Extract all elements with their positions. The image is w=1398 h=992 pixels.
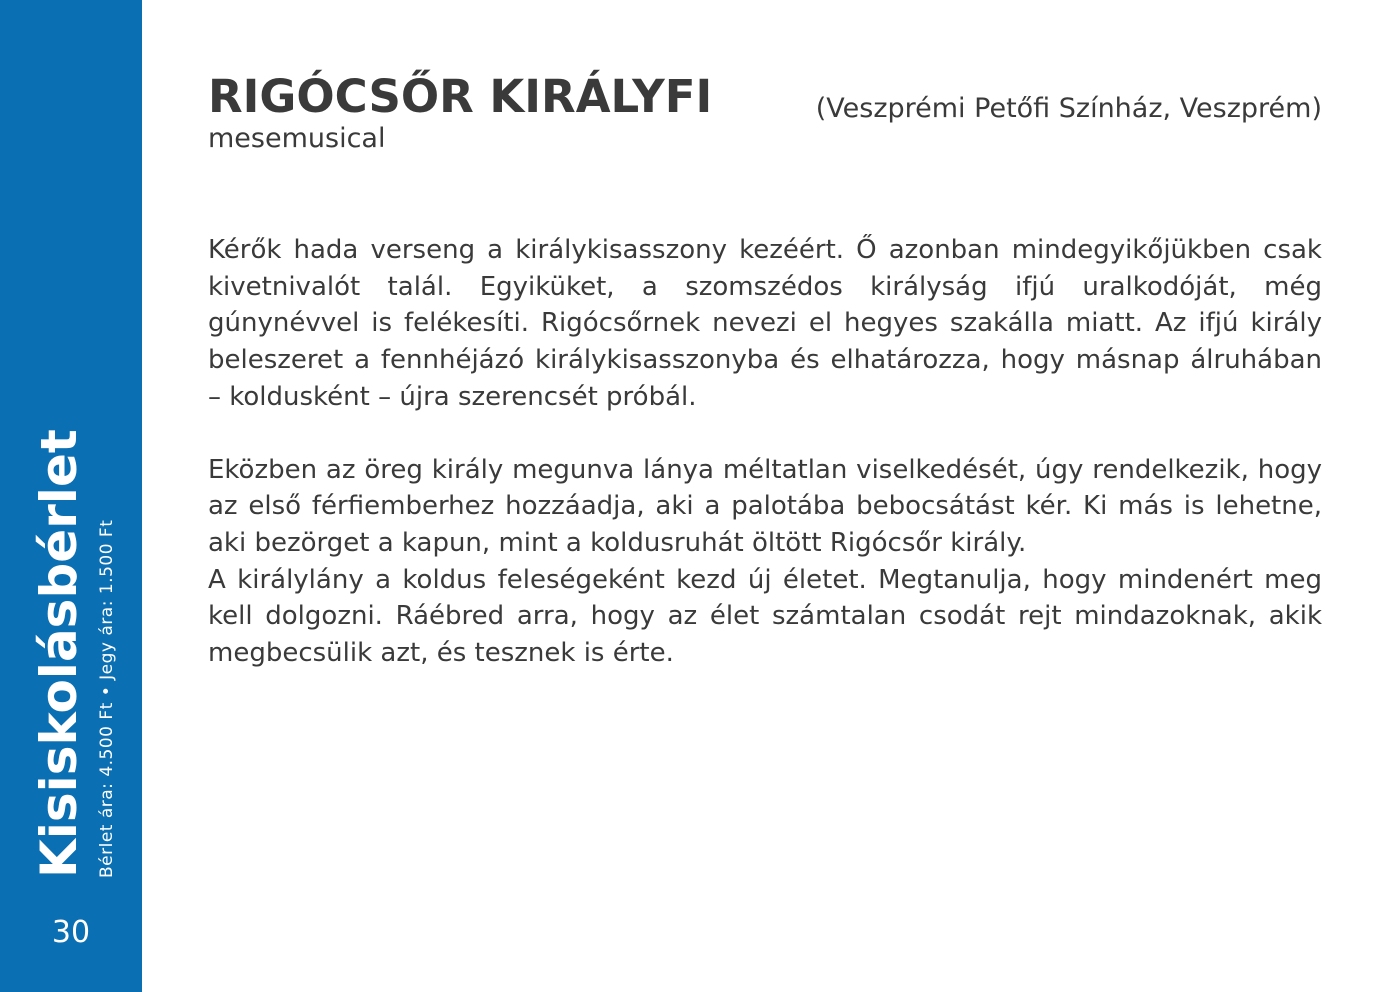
- venue: (Veszprémi Petőfi Színház, Veszprém): [815, 93, 1322, 124]
- play-genre: mesemusical: [208, 123, 386, 154]
- sidebar: [0, 0, 142, 992]
- paragraph: Kérők hada verseng a királykisasszony kezéért. Ő azonban mindegyikőjükben csak kivetnivalót talál. Egyiküket, a szomszédos királyság ifjú uralkodóját, még gúnynévvel is felékesíti. Rigócsőrnek nevezi el hegyes szakálla miatt. Az ifjú király beleszeret a fennhéjázó királykisasszonyba és elhatározza, hogy másnap álruhában – koldusként – újra szerencsét próbál.: [208, 235, 1322, 412]
- description: [208, 232, 1322, 672]
- page-number: 30: [51, 915, 91, 950]
- paragraph: A királylány a koldus feleségeként kezd új életet. Megtanulja, hogy mindenért meg kell dolgozni. Ráébred arra, hogy az élet számtalan csodát rejt mindazoknak, akik megbecsülik azt, és tesznek is érte.: [208, 564, 1322, 669]
- price-info: Bérlet ára: 4.500 Ft • Jegy ára: 1.500 Ft: [97, 519, 117, 878]
- section-title: Kisiskolásbérlet: [30, 429, 88, 878]
- paragraph: Eközben az öreg király megunva lánya méltatlan viselkedését, úgy rendelkezik, hogy az első férfiemberhez hozzáadja, aki a palotába bebocsátást kér. Ki más is lehetne, aki bezörget a kapun, mint a koldusruhát öltött Rigócsőr király.: [208, 454, 1322, 558]
- play-title: RIGÓCSŐR KIRÁLYFI: [208, 70, 713, 123]
